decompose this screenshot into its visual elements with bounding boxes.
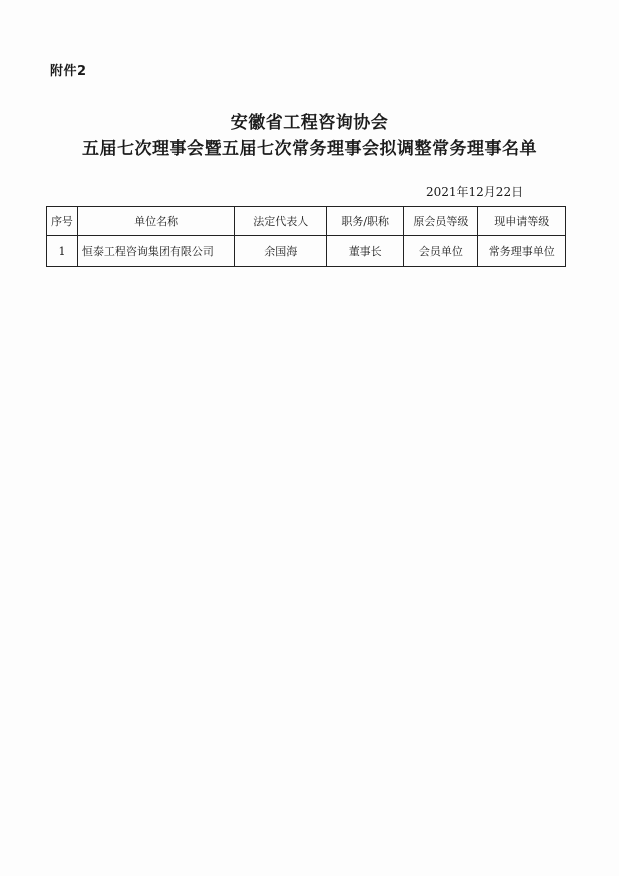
document-title: 安徽省工程咨询协会: [230, 113, 389, 133]
column-header-legal-rep: 法定代表人: [235, 207, 327, 236]
document-date: 2021年12月22日: [426, 185, 524, 199]
table-header-row: [47, 207, 566, 236]
document-subtitle: 五届七次理事会暨五届七次常务理事会拟调整常务理事名单: [82, 139, 537, 159]
member-roster-table: [46, 206, 566, 267]
cell-unit-name: 恒泰工程咨询集团有限公司: [77, 236, 235, 267]
cell-legal-rep: 余国海: [235, 236, 327, 267]
attachment-label: 附件2: [50, 64, 87, 79]
column-header-original-level: 原会员等级: [404, 207, 478, 236]
column-header-unit-name: 单位名称: [77, 207, 235, 236]
column-header-position: 职务/职称: [327, 207, 404, 236]
cell-seq: 1: [47, 236, 78, 267]
cell-applied-level: 常务理事单位: [478, 236, 566, 267]
cell-original-level: 会员单位: [404, 236, 478, 267]
table-row: [47, 236, 566, 267]
cell-position: 董事长: [327, 236, 404, 267]
column-header-seq: 序号: [47, 207, 78, 236]
column-header-applied-level: 现申请等级: [478, 207, 566, 236]
